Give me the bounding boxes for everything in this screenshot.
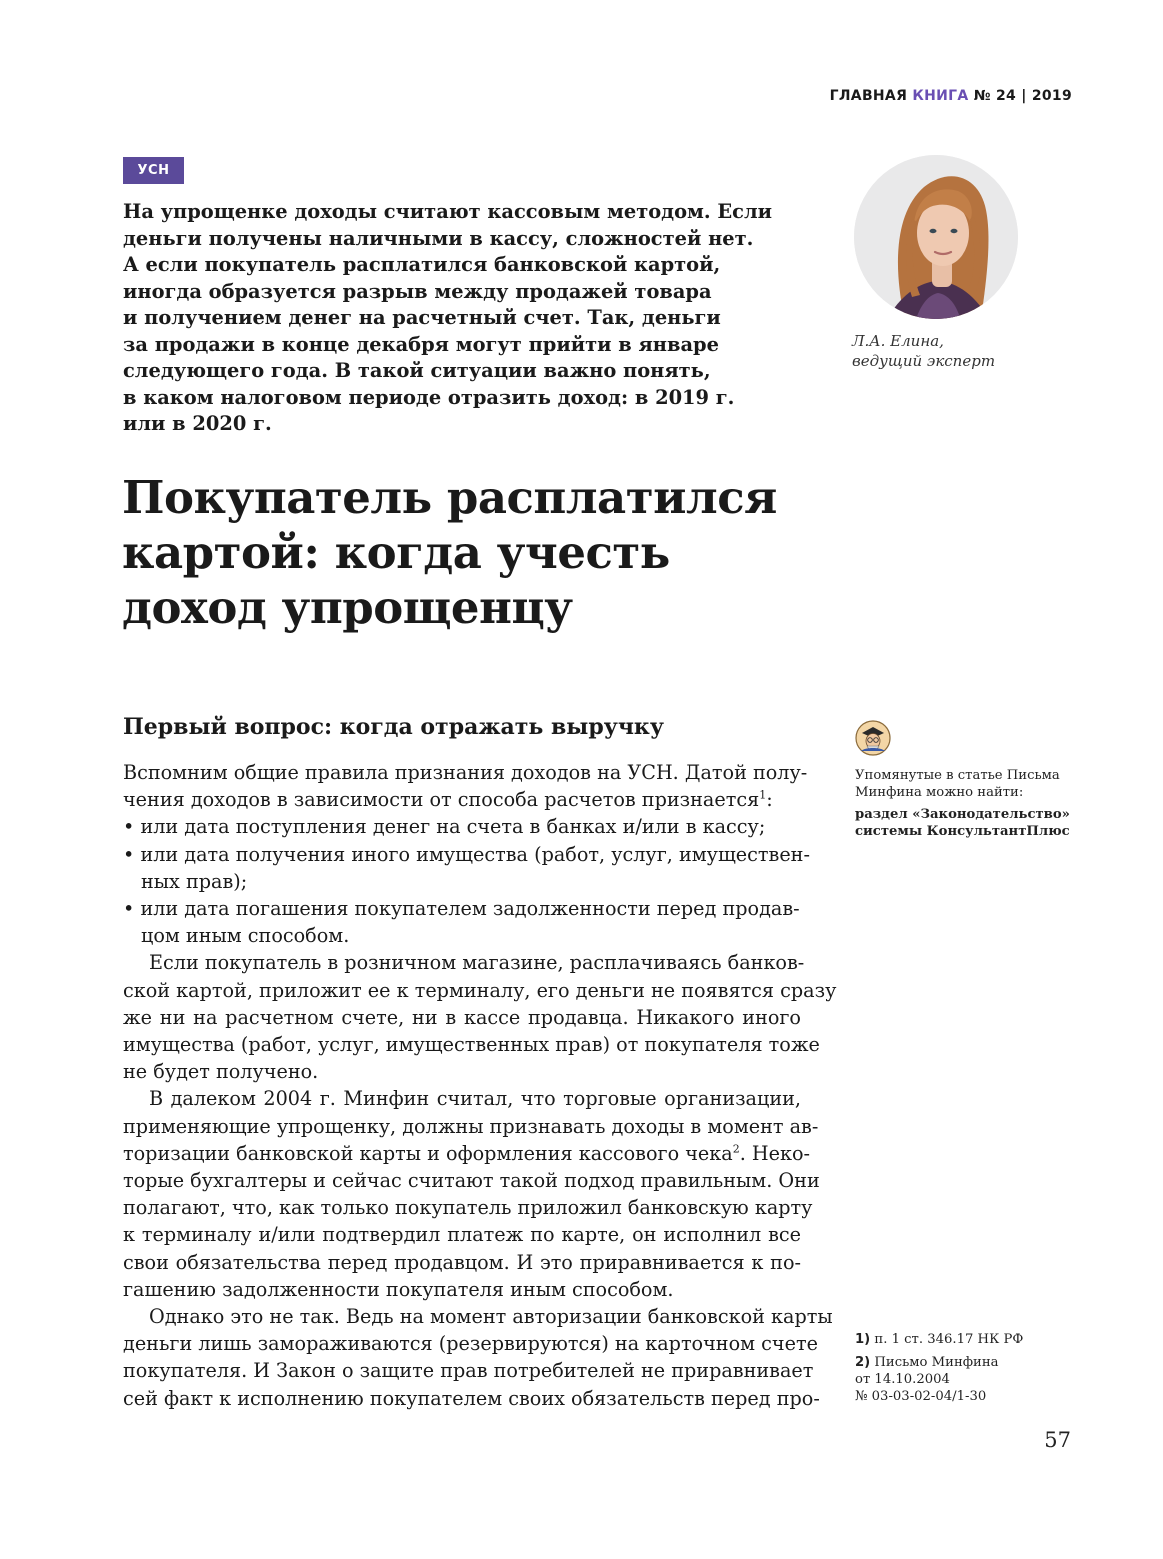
page-number: 57 <box>1044 1428 1071 1452</box>
body-line: ской картой, приложит ее к терминалу, его деньги не появятся сразу <box>123 978 837 1002</box>
body-line <box>123 786 801 813</box>
rubric-tag: УСН <box>123 157 184 184</box>
title-line: Покупатель расплатился <box>122 471 777 524</box>
body-line: применяющие упрощенку, должны признавать доходы в момент ав- <box>123 1114 819 1138</box>
body-line: Однако это не так. Ведь на момент авторизации банковской карты <box>149 1305 833 1329</box>
body-line: торые бухгалтеры и сейчас считают такой подход правильным. Они <box>123 1169 820 1193</box>
lead-line: А если покупатель расплатился банковской картой, <box>123 253 721 276</box>
author-role: ведущий эксперт <box>852 352 996 370</box>
lead-paragraph <box>123 199 803 438</box>
magazine-header <box>830 88 1072 104</box>
bullet-icon: • <box>123 815 135 839</box>
footnote-number: 1) <box>855 1332 871 1347</box>
body-line: полагают, что, как только покупатель приложил банковскую карту <box>123 1196 813 1220</box>
lead-line: следующего года. В такой ситуации важно понять, <box>123 359 711 382</box>
footnote-text: № 03-03-02-04/1-30 <box>855 1389 987 1404</box>
sidebar-source <box>855 806 1075 840</box>
bullet-icon: • <box>123 897 135 921</box>
footnote-2 <box>855 1354 1075 1405</box>
sidebar-note-line: Минфина можно найти: <box>855 785 1024 800</box>
sidebar-note <box>855 767 1075 840</box>
sidebar-note-line: Упомянутые в статье Письма <box>855 768 1060 783</box>
body-line: покупателя. И Закон о защите прав потребителей не приравнивает <box>123 1359 814 1383</box>
footnote-1 <box>855 1331 1075 1348</box>
body-line: деньги лишь замораживаются (резервируются) на карточном счете <box>123 1332 818 1356</box>
bullet-item <box>123 895 801 922</box>
author-name: Л.А. Елина, <box>852 332 944 350</box>
footnote-text: п. 1 ст. 346.17 НК РФ <box>874 1332 1024 1347</box>
body-text: . Неко- <box>739 1141 811 1165</box>
author-caption <box>852 331 995 371</box>
bullet-item <box>123 813 801 840</box>
body-line <box>123 1140 811 1167</box>
sidebar-source-line: системы КонсультантПлюс <box>855 824 1070 839</box>
footnote-text: Письмо Минфина <box>874 1355 999 1370</box>
issue-number: № 24 | 2019 <box>973 88 1072 104</box>
lead-line: На упрощенке доходы считают кассовым методом. Если <box>123 200 772 223</box>
body-line: не будет получено. <box>123 1060 319 1084</box>
body-line: гашению задолженности покупателя иным способом. <box>123 1277 674 1301</box>
section-heading: Первый вопрос: когда отражать выручку <box>123 714 664 740</box>
bullet-item <box>123 841 810 868</box>
body-line: имущества (работ, услуг, имущественных прав) от покупателя тоже <box>123 1033 820 1057</box>
bullet-icon: • <box>123 842 135 866</box>
body-text: торизации банковской карты и оформления кассового чека <box>123 1141 733 1165</box>
article-body <box>123 759 837 1412</box>
body-line: сей факт к исполнению покупателем своих обязательств перед про- <box>123 1386 820 1410</box>
lead-line: деньги получены наличными в кассу, сложностей нет. <box>123 226 754 250</box>
body-line: Если покупатель в розничном магазине, расплачиваясь банков- <box>149 951 805 975</box>
body-line: В далеком 2004 г. Минфин считал, что торговые организации, <box>149 1087 801 1111</box>
body-line: же ни на расчетном счете, ни в кассе продавца. Никакого иного <box>123 1005 801 1029</box>
bullet-text: или дата поступления денег на счета в банках и/или в кассу; <box>140 815 766 839</box>
body-text: : <box>766 788 773 812</box>
consultant-plus-icon <box>855 720 891 756</box>
footnote-text: от 14.10.2004 <box>855 1372 950 1387</box>
lead-line: иногда образуется разрыв между продажей товара <box>123 279 712 303</box>
sidebar-source-line: раздел «Законодательство» <box>855 807 1070 822</box>
footnote-number: 2) <box>855 1355 871 1370</box>
lead-line: или в 2020 г. <box>123 412 272 435</box>
lead-line: и получением денег на расчетный счет. Так, деньги <box>123 306 721 329</box>
footnote-ref[interactable]: 1 <box>759 788 767 802</box>
footnote-ref[interactable]: 2 <box>732 1142 740 1156</box>
bullet-continuation: цом иным способом. <box>141 924 350 948</box>
portrait-image <box>854 155 1018 319</box>
title-line: картой: когда учесть <box>122 526 670 579</box>
bullet-text: или дата получения иного имущества (работ, услуг, имуществен- <box>140 842 810 866</box>
magazine-name-part2: КНИГА <box>912 88 969 104</box>
title-line: доход упрощенцу <box>122 581 573 634</box>
lead-line: за продажи в конце декабря могут прийти в январе <box>123 332 719 356</box>
author-portrait <box>854 155 1018 319</box>
body-line: Вспомним общие правила признания доходов на УСН. Датой полу- <box>123 761 808 784</box>
body-line: свои обязательства перед продавцом. И это приравнивается к по- <box>123 1250 801 1274</box>
article-title <box>122 470 842 635</box>
footnotes <box>855 1331 1075 1411</box>
bullet-text: или дата погашения покупателем задолженности перед продав- <box>140 897 800 921</box>
bullet-continuation: ных прав); <box>141 869 248 893</box>
magazine-name-part1: ГЛАВНАЯ <box>829 88 908 104</box>
lead-line: в каком налоговом периоде отразить доход: в 2019 г. <box>123 385 735 409</box>
body-line: к терминалу и/или подтвердил платеж по карте, он исполнил все <box>123 1223 801 1247</box>
body-text: чения доходов в зависимости от способа расчетов признается <box>123 788 760 812</box>
